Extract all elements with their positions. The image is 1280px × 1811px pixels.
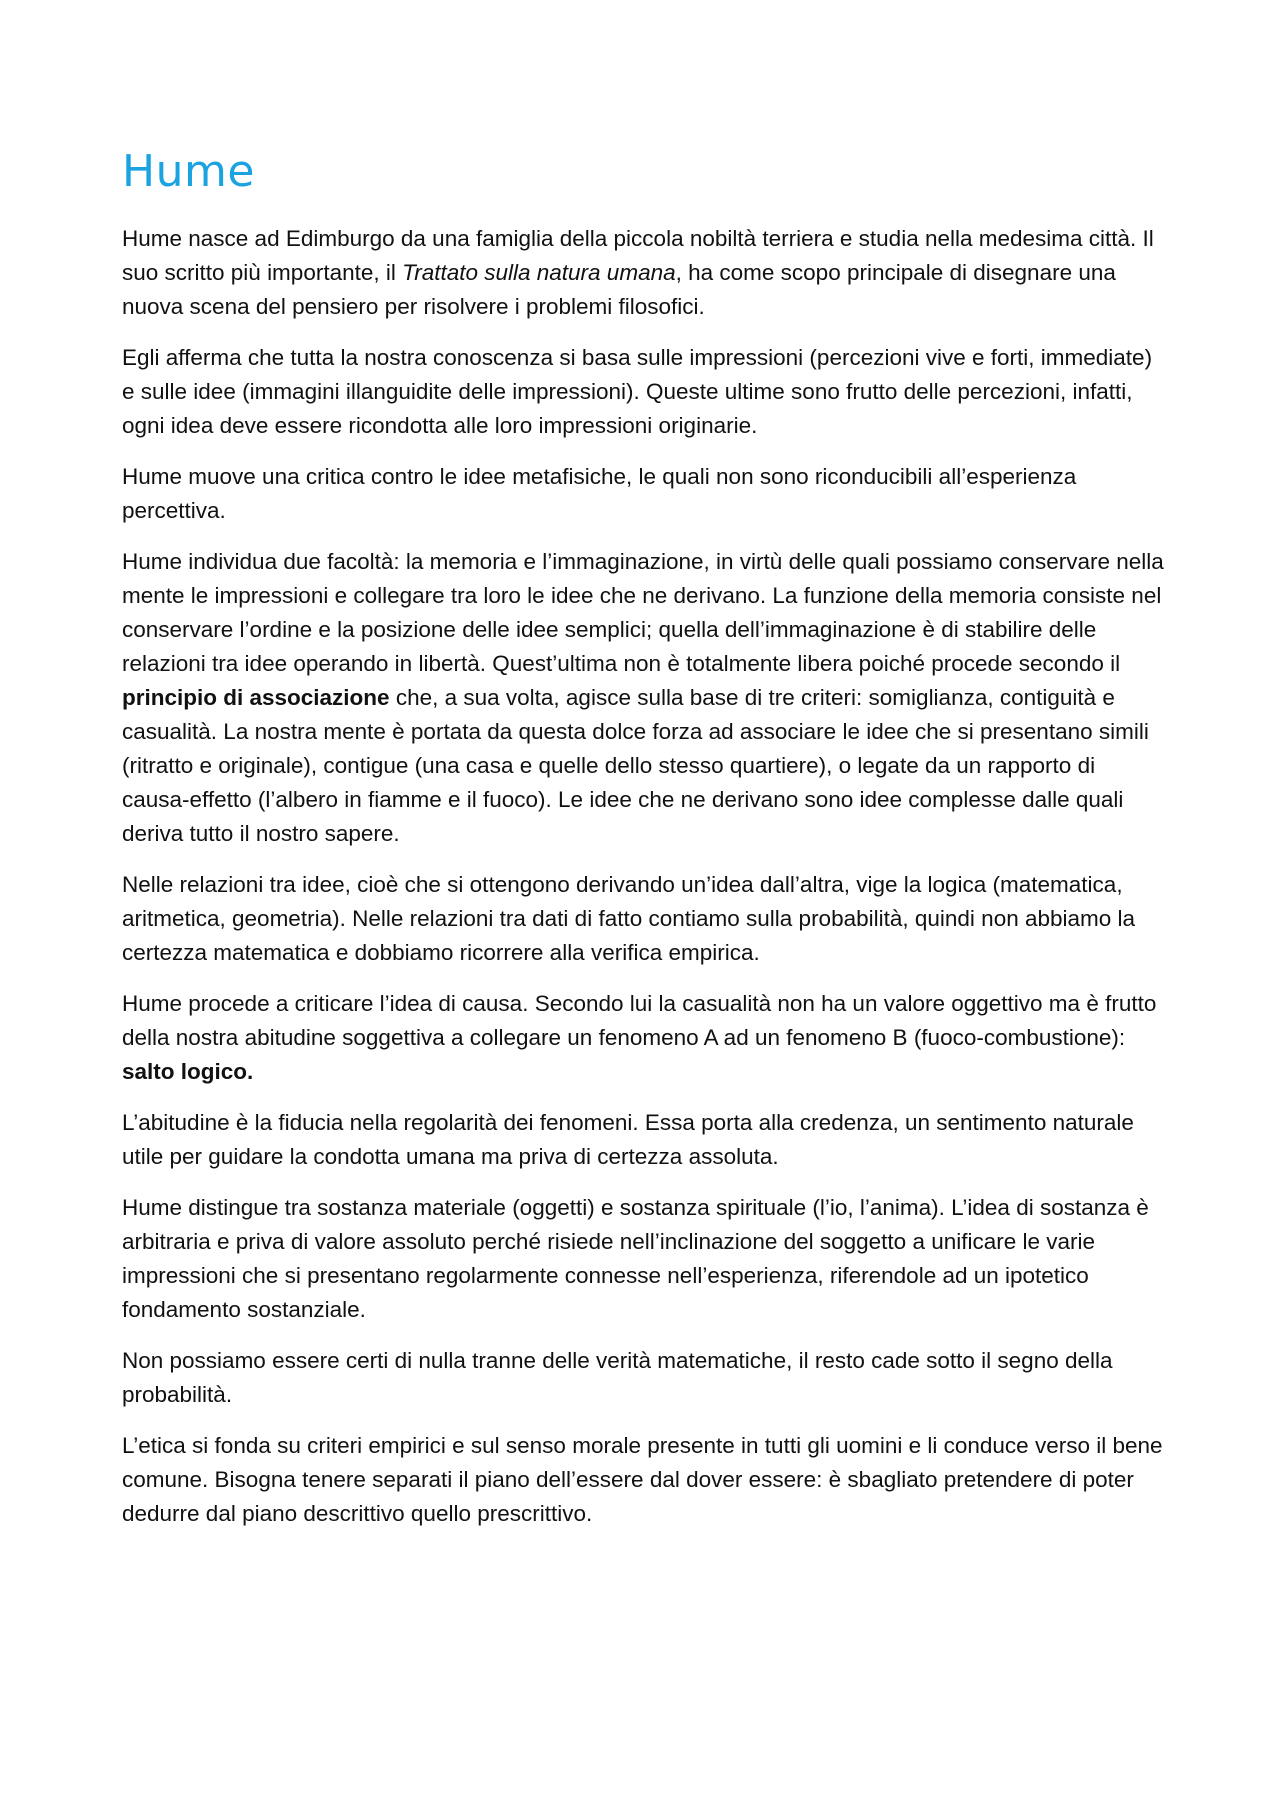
- text-run: che, a sua volta, agisce sulla base di tre criteri: somiglianza, contiguità e casualità. La nostra mente è portata da questa dolce forza ad associare le idee che si presentano simili (ritratto e originale), contigue (una casa e quelle dello stesso quartiere), o legate da un rapporto di causa-effetto (l’albero in fiamme e il fuoco). Le idee che ne derivano sono idee complesse dalle quali deriva tutto il nostro sapere.: [122, 685, 1149, 846]
- text-run: Hume procede a criticare l’idea di causa. Secondo lui la casualità non ha un valore oggettivo ma è frutto della nostra abitudine soggettiva a collegare un fenomeno A ad un fenomeno B (fuoco-combustione):: [122, 991, 1157, 1050]
- text-run: , ha come scopo principale di disegnare una nuova scena del pensiero per risolvere i problemi filosofici.: [122, 260, 1116, 319]
- book-title-italic: Trattato sulla natura umana: [402, 260, 676, 285]
- text-run: Non possiamo essere certi di nulla tranne delle verità matematiche, il resto cade sotto il segno della probabilità.: [122, 1348, 1113, 1407]
- paragraph: [122, 222, 1167, 324]
- paragraph: [122, 460, 1167, 528]
- document-title: Hume: [122, 146, 255, 197]
- paragraph: [122, 341, 1167, 443]
- paragraph: [122, 868, 1167, 970]
- text-run: Egli afferma che tutta la nostra conoscenza si basa sulle impressioni (percezioni vive e forti, immediate) e sulle idee (immagini illanguidite delle impressioni). Queste ultime sono frutto delle percezioni, infatti, ogni idea deve essere ricondotta alle loro impressioni originarie.: [122, 345, 1153, 438]
- paragraph: [122, 1429, 1167, 1531]
- paragraph: [122, 1191, 1167, 1327]
- text-run: Hume nasce ad Edimburgo da una famiglia della piccola nobiltà terriera e studia nella medesima città. Il suo scritto più importante, il: [122, 226, 1154, 285]
- text-run: Nelle relazioni tra idee, cioè che si ottengono derivando un’idea dall’altra, vige la logica (matematica, aritmetica, geometria). Nelle relazioni tra dati di fatto contiamo sulla probabilità, quindi non abbiamo la certezza matematica e dobbiamo ricorrere alla verifica empirica.: [122, 872, 1136, 965]
- paragraph: [122, 1106, 1167, 1174]
- text-run: L’abitudine è la fiducia nella regolarità dei fenomeni. Essa porta alla credenza, un sentimento naturale utile per guidare la condotta umana ma priva di certezza assoluta.: [122, 1110, 1134, 1169]
- paragraph: [122, 987, 1167, 1089]
- text-run: Hume individua due facoltà: la memoria e l’immaginazione, in virtù delle quali possiamo conservare nella mente le impressioni e collegare tra loro le idee che ne derivano. La funzione della memoria consiste nel conservare l’ordine e la posizione delle idee semplici; quella dell’immaginazione è di stabilire delle relazioni tra idee operando in libertà. Quest’ultima non è totalmente libera poiché procede secondo il: [122, 549, 1164, 676]
- text-run: Hume distingue tra sostanza materiale (oggetti) e sostanza spirituale (l’io, l’anima). L’idea di sostanza è arbitraria e priva di valore assoluto perché risiede nell’inclinazione del soggetto a unificare le varie impressioni che si presentano regolarmente connesse nell’esperienza, riferendole ad un ipotetico fondamento sostanziale.: [122, 1195, 1149, 1322]
- paragraph: [122, 1344, 1167, 1412]
- bold-term: salto logico.: [122, 1059, 254, 1084]
- text-run: Hume muove una critica contro le idee metafisiche, le quali non sono riconducibili all’esperienza percettiva.: [122, 464, 1077, 523]
- paragraph: [122, 545, 1167, 851]
- text-run: L’etica si fonda su criteri empirici e sul senso morale presente in tutti gli uomini e li conduce verso il bene comune. Bisogna tenere separati il piano dell’essere dal dover essere: è sbagliato pretendere di poter dedurre dal piano descrittivo quello prescrittivo.: [122, 1433, 1163, 1526]
- bold-term: principio di associazione: [122, 685, 390, 710]
- document-page: [122, 146, 1167, 1548]
